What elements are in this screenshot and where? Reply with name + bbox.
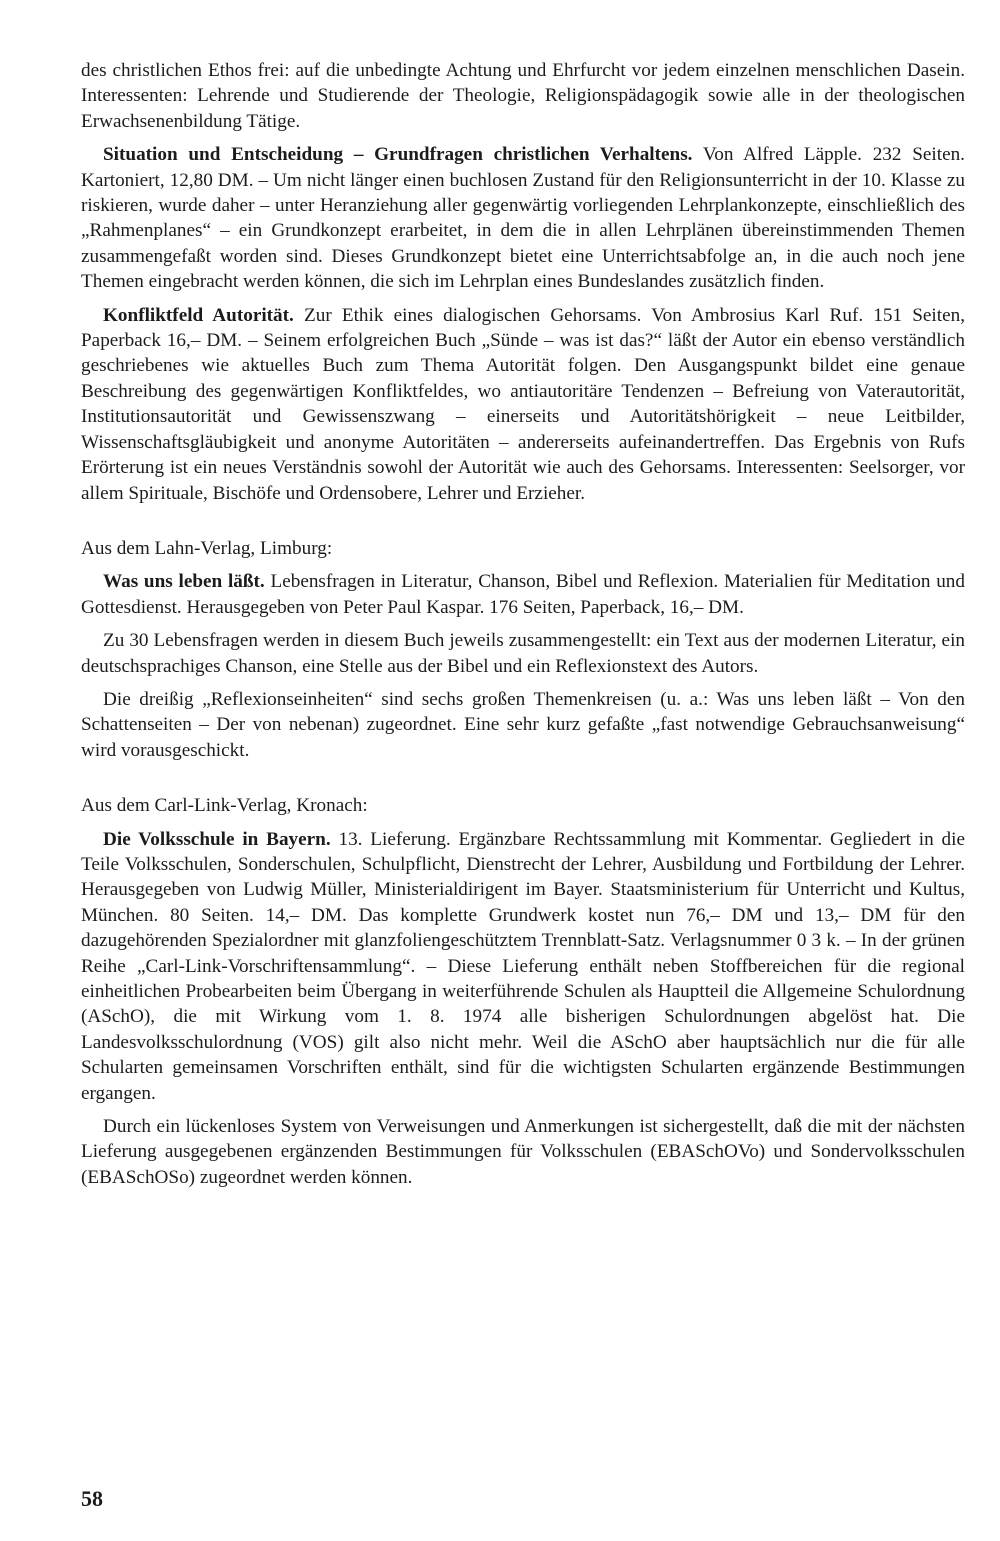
publisher-heading-lahn: Aus dem Lahn-Verlag, Limburg: bbox=[81, 537, 333, 559]
entry-title: Konfliktfeld Autorität. bbox=[103, 304, 294, 326]
entry-title: Die Volksschule in Bayern. bbox=[103, 828, 331, 850]
entry-title: Was uns leben läßt. bbox=[103, 571, 265, 593]
publisher-heading-carl-link: Aus dem Carl-Link-Verlag, Kronach: bbox=[81, 795, 368, 817]
entry-text: Von Alfred Läpple. 232 Seiten. Kartoniert, 12,80 DM. – Um nicht länger einen buchlosen Zustand für den Religionsunterricht in der 10. Klasse zu riskieren, wurde daher – unter Heranziehung aller gegenwärtig vorliegenden Lehrplankonzepte, einschließlich des „Rahmenplanes“ – ein Grundkonzept erarbeitet, in dem die in allen Lehrplänen übereinstimmenden Themen zusammengefaßt worden sind. Dieses Grundkonzept bietet eine Unterrichtsabfolge an, in die auch noch jene Themen eingebracht werden können, die sich im Lehrplan eines Bundeslandes zusätzlich finden. bbox=[81, 144, 965, 293]
entry-volksschule-in-bayern bbox=[81, 827, 965, 1106]
paragraph-dreissig: Die dreißig „Reflexionseinheiten“ sind sechs großen Themenkreisen (u. a.: Was uns leben läßt – Von den Schattenseiten – Der von nebenan) zugeordnet. Eine sehr kurz gefaßte „fast notwendige Gebrauchsanweisung“ wird vorausgeschickt. bbox=[81, 688, 965, 761]
paragraph-zu-30: Zu 30 Lebensfragen werden in diesem Buch jeweils zusammengestellt: ein Text aus der modernen Literatur, ein deutschsprachiges Chanson, eine Stelle aus der Bibel und ein Reflexionstext des Autors. bbox=[81, 630, 965, 677]
entry-text: 13. Lieferung. Ergänzbare Rechtssammlung mit Kommentar. Gegliedert in die Teile Volksschulen, Sonderschulen, Schulpflicht, Dienstrecht der Lehrer, Ausbildung und Fortbildung der Lehrer. Herausgegeben von Ludwig Müller, Ministerialdirigent im Bayer. Staatsministerium für Unterricht und Kultus, München. 80 Seiten. 14,– DM. Das komplette Grundwerk kostet nun 76,– DM und 13,– DM für den dazugehörenden Spezialordner mit glanzfoliengeschütztem Trennblatt-Satz. Verlagsnummer 0 3 k. – In der grünen Reihe „Carl-Link-Vorschriftensammlung“. – Diese Lieferung enthält neben Stoffbereichen für die regional einheitlichen Probearbeiten beim Übergang in weiterführende Schulen als Hauptteil die Allgemeine Schulordnung (ASchO), die mit Wirkung vom 1. 8. 1974 alle bisherigen Schulordnungen abgelöst hat. Die Landesvolksschulordnung (VOS) gilt also nicht mehr. Weil die ASchO aber hauptsächlich nur die für alle Schularten gemeinsamen Vorschriften enthält, sind für die wichtigsten Schularten ergänzende Bestimmungen ergangen. bbox=[81, 828, 965, 1104]
entry-konfliktfeld-autoritaet bbox=[81, 303, 965, 506]
entry-title: Situation und Entscheidung – Grundfragen christlichen Verhaltens. bbox=[103, 144, 693, 166]
page-number: 58 bbox=[81, 1486, 103, 1511]
page-text bbox=[81, 58, 965, 1190]
entry-text: Zur Ethik eines dialogischen Gehorsams. Von Ambrosius Karl Ruf. 151 Seiten, Paperback 16,– DM. – Seinem erfolgreichen Buch „Sünde – was ist das?“ läßt der Autor ein ebenso verständlich geschriebenes wie aktuelles Buch zum Thema Autorität folgen. Den Ausgangspunkt bildet eine genaue Beschreibung des gegenwärtigen Konfliktfeldes, wo antiautoritäre Tendenzen – Befreiung von Vaterautorität, Institutionsautorität und Gewissenszwang – einerseits und Autoritätshörigkeit – neue Leitbilder, Wissenschaftsgläubigkeit und anonyme Autoritäten – andererseits aufeinandertreffen. Das Ergebnis von Rufs Erörterung ist ein neues Verständnis sowohl der Autorität wie auch des Gehorsams. Interessenten: Seelsorger, vor allem Spirituale, Bischöfe und Ordensobere, Lehrer und Erzieher. bbox=[81, 304, 965, 504]
entry-situation-und-entscheidung bbox=[81, 142, 965, 294]
paragraph-durch: Durch ein lückenloses System von Verweisungen und Anmerkungen ist sichergestellt, daß die mit der nächsten Lieferung ausgegebenen ergänzenden Bestimmungen für Volksschulen (EBASchOVo) und Sondervolksschulen (EBASchOSo) zugeordnet werden können. bbox=[81, 1116, 965, 1188]
entry-was-uns-leben-laesst bbox=[81, 569, 965, 620]
paragraph-ethos-continuation: des christlichen Ethos frei: auf die unbedingte Achtung und Ehrfurcht vor jedem einzelnen menschlichen Dasein. Interessenten: Lehrende und Studierende der Theologie, Religionspädagogik sowie alle in der theologischen Erwachsenenbildung Tätige. bbox=[81, 60, 965, 132]
entry-text: Lebensfragen in Literatur, Chanson, Bibel und Reflexion. Materialien für Meditation und Gottesdienst. Herausgegeben von Peter Paul Kaspar. 176 Seiten, Paperback, 16,– DM. bbox=[81, 571, 965, 618]
